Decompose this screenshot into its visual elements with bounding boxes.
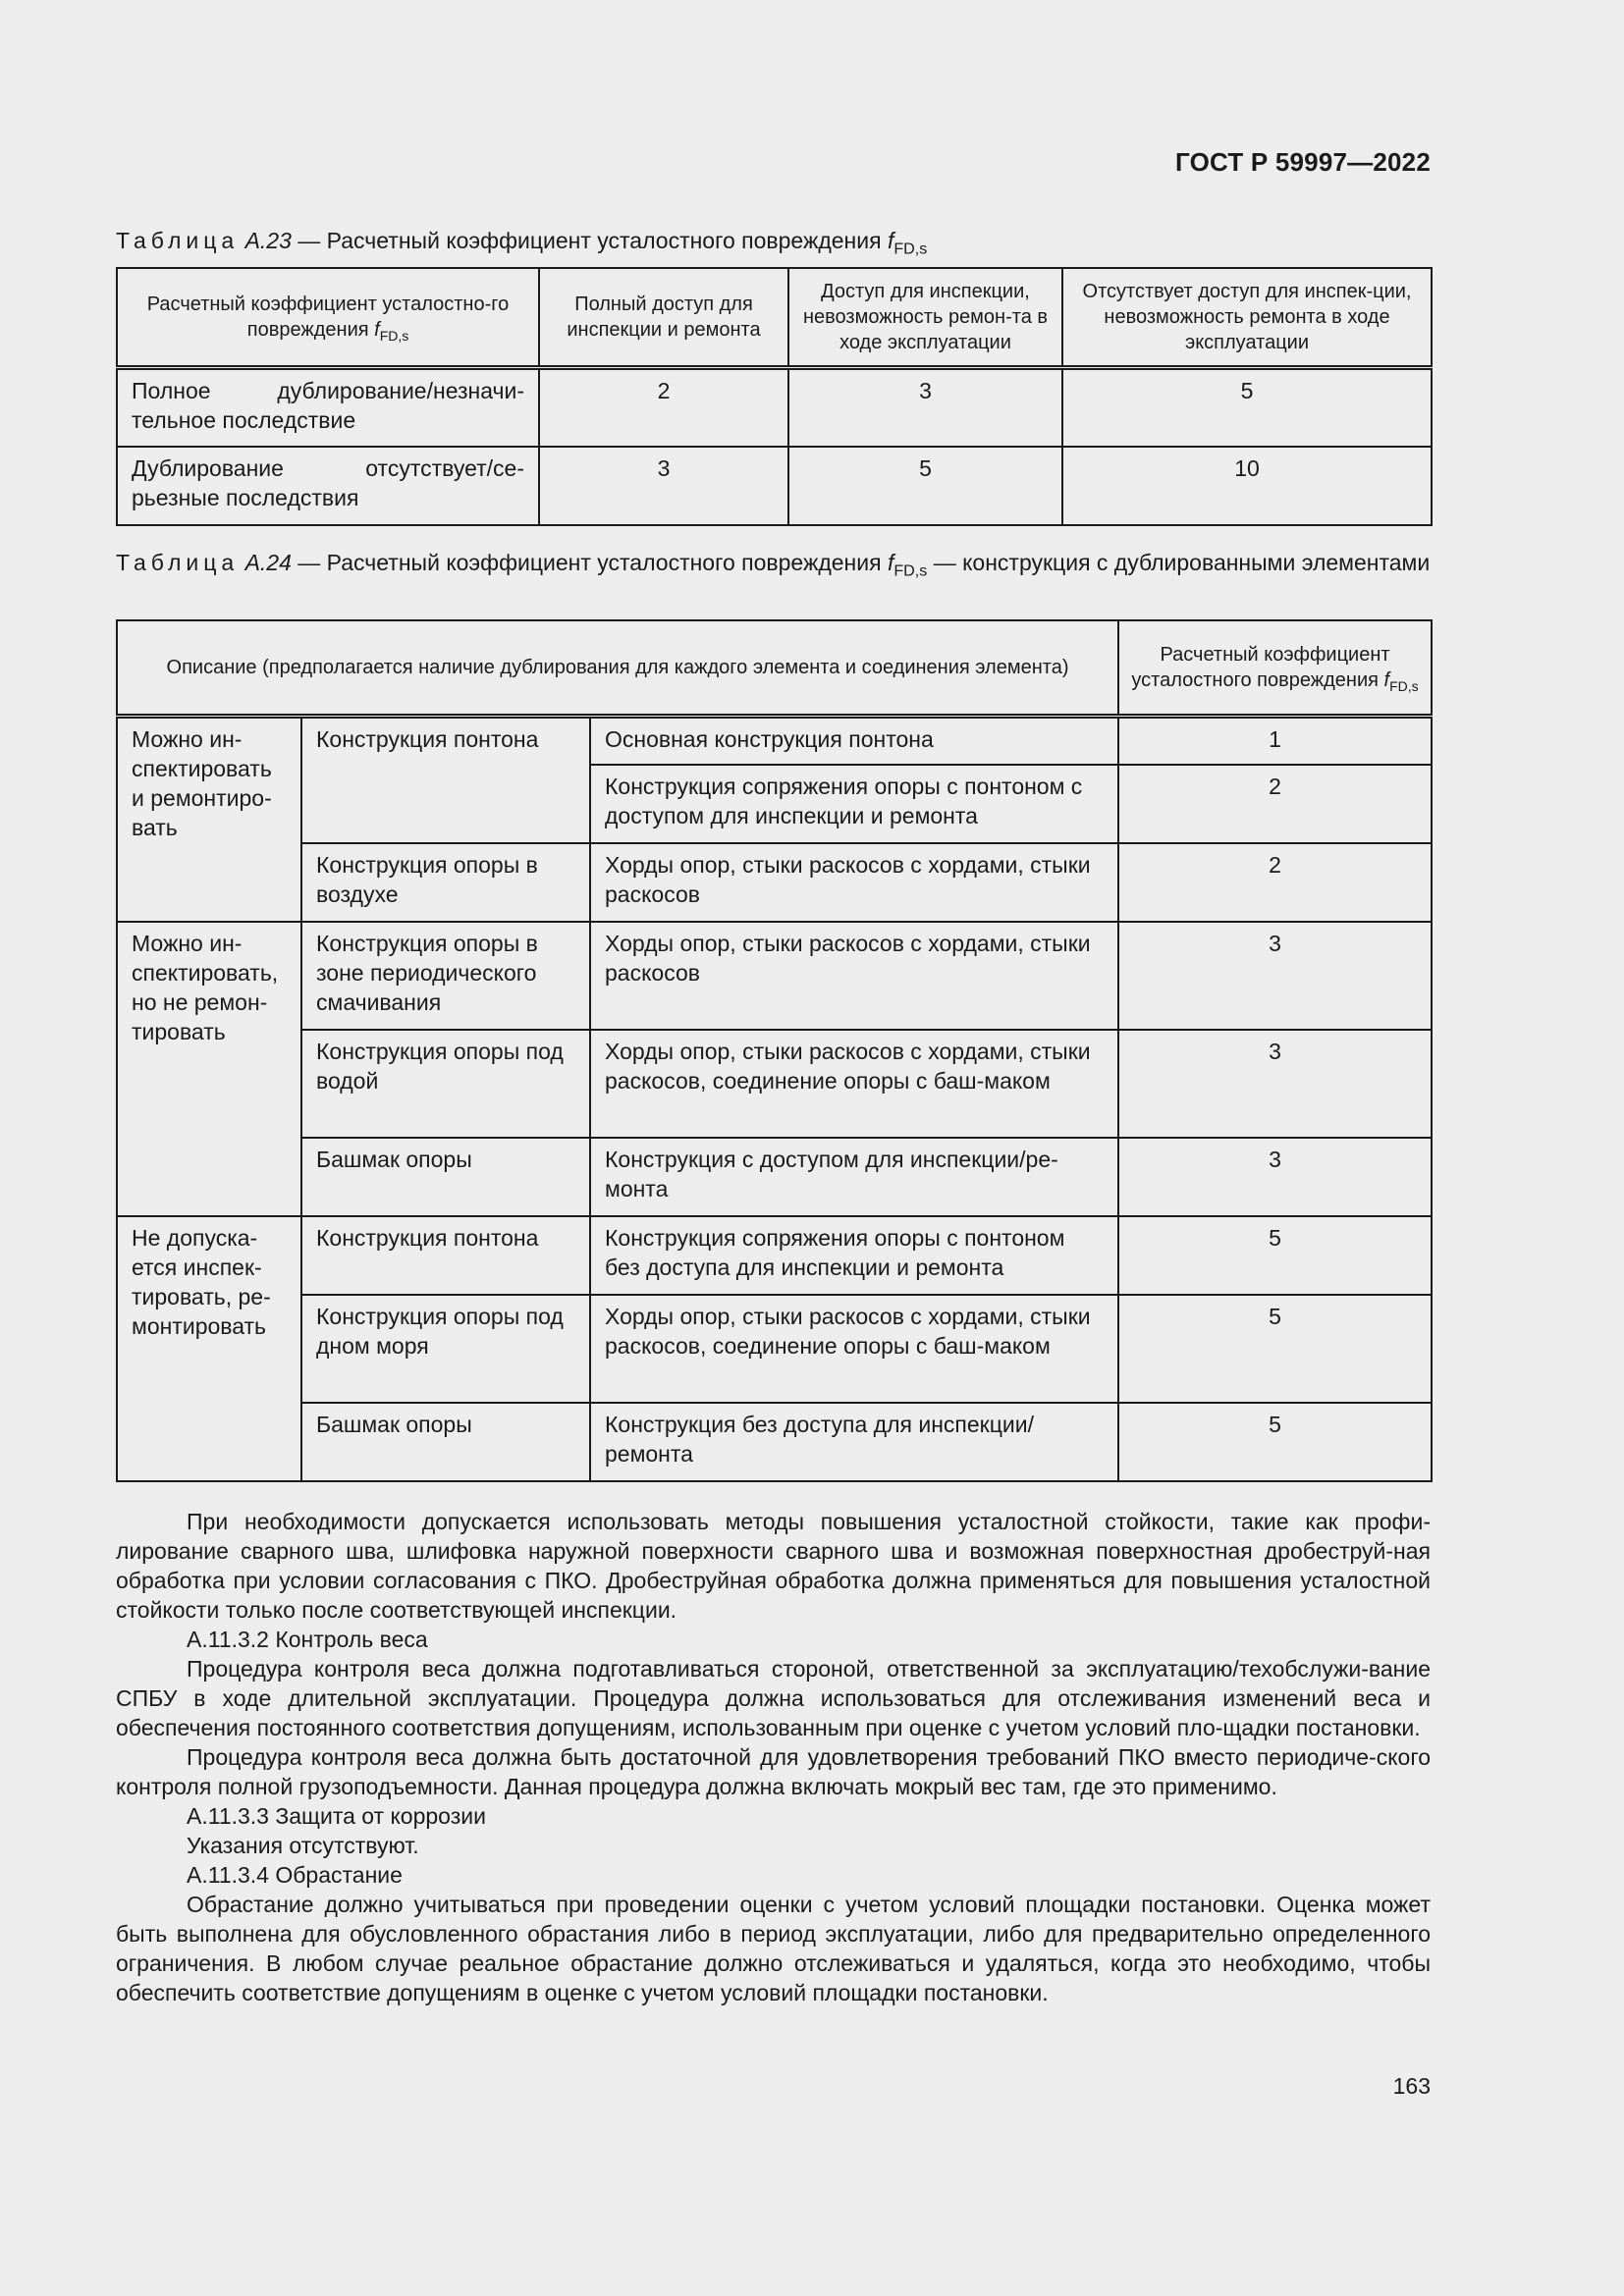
paragraph: Указания отсутствуют.	[187, 1833, 419, 1858]
value-cell: 2	[1118, 765, 1432, 843]
section-heading: А.11.3.4 Обрастание	[187, 1862, 403, 1888]
value-cell: 5	[1118, 1295, 1432, 1403]
section-heading: А.11.3.3 Защита от коррозии	[187, 1803, 486, 1829]
row-label: Дублирование отсутствует/се- рьезные последствия	[117, 447, 539, 525]
structure-cell: Конструкция понтона	[301, 716, 590, 843]
cell-value: 3	[788, 368, 1062, 447]
structure-cell: Конструкция опоры под дном моря	[301, 1295, 590, 1403]
detail-cell: Хорды опор, стыки раскосов с хордами, стыки раскосов	[590, 843, 1118, 922]
cell-value: 3	[539, 447, 788, 525]
value-cell: 5	[1118, 1216, 1432, 1295]
value-cell: 3	[1118, 1138, 1432, 1216]
table-a23-header-inspection-only: Доступ для инспекции, невозможность ремон-та в ходе эксплуатации	[788, 268, 1062, 368]
cell-value: 10	[1062, 447, 1432, 525]
table-a23-header-coefficient: Расчетный коэффициент усталостно-го повреждения $f_{FD,s}$	[117, 268, 539, 368]
detail-cell: Хорды опор, стыки раскосов с хордами, стыки раскосов, соединение опоры с баш-маком	[590, 1295, 1118, 1403]
body-text	[116, 1507, 1431, 2007]
cell-value: 5	[1062, 368, 1432, 447]
detail-cell: Конструкция сопряжения опоры с понтоном без доступа для инспекции и ремонта	[590, 1216, 1118, 1295]
group-label: Не допуска-ется инспек-тировать, ре-монтировать	[117, 1216, 301, 1481]
value-cell: 2	[1118, 843, 1432, 922]
structure-cell: Конструкция понтона	[301, 1216, 590, 1295]
table-row	[117, 1403, 1432, 1481]
table-a24-header-description: Описание (предполагается наличие дублирования для каждого элемента и соединения элемента)	[117, 620, 1118, 716]
group-label: Можно ин-спектировать, но не ремон-тировать	[117, 922, 301, 1216]
table-a23-header-no-access: Отсутствует доступ для инспек-ции, невозможность ремонта в ходе эксплуатации	[1062, 268, 1432, 368]
detail-cell: Конструкция без доступа для инспекции/ ремонта	[590, 1403, 1118, 1481]
detail-cell: Хорды опор, стыки раскосов с хордами, стыки раскосов	[590, 922, 1118, 1030]
row-label: Полное дублирование/незначи- тельное последствие	[117, 368, 539, 447]
structure-cell: Башмак опоры	[301, 1403, 590, 1481]
table-row	[117, 1138, 1432, 1216]
detail-cell: Конструкция сопряжения опоры с понтоном с доступом для инспекции и ремонта	[590, 765, 1118, 843]
table-row	[117, 447, 1432, 525]
table-a24-caption: Таблица А.24 — Расчетный коэффициент усталостного повреждения $f_{FD,s}$ — конструкция с дублированными элементами	[116, 550, 1431, 580]
paragraph: Процедура контроля веса должна подготавливаться стороной, ответственной за эксплуатацию/техобслужи-вание СПБУ в ходе длительной эксплуатации. Процедура должна использоваться для отслеживания изменений веса и обеспечения постоянного соответствия допущениям, использованным при оценке с учетом условий пло-щадки постановки.	[116, 1656, 1431, 1740]
table-row	[117, 1295, 1432, 1403]
detail-cell: Хорды опор, стыки раскосов с хордами, стыки раскосов, соединение опоры с баш-маком	[590, 1030, 1118, 1138]
paragraph: При необходимости допускается использовать методы повышения усталостной стойкости, такие как профи-лирование сварного шва, шлифовка наружной поверхности сварного шва и возможная поверхностная дробеструй-ная обработка при условии согласования с ПКО. Дробеструйная обработка должна применяться для повышения усталостной стойкости только после соответствующей инспекции.	[116, 1509, 1431, 1623]
structure-cell: Конструкция опоры в зоне периодического смачивания	[301, 922, 590, 1030]
detail-cell: Основная конструкция понтона	[590, 716, 1118, 765]
value-cell: 5	[1118, 1403, 1432, 1481]
page-number: 163	[1392, 2073, 1431, 2099]
structure-cell: Башмак опоры	[301, 1138, 590, 1216]
cell-value: 5	[788, 447, 1062, 525]
table-a23-header-full-access: Полный доступ для инспекции и ремонта	[539, 268, 788, 368]
table-row	[117, 922, 1432, 1030]
value-cell: 1	[1118, 716, 1432, 765]
detail-cell: Конструкция с доступом для инспекции/ре-монта	[590, 1138, 1118, 1216]
table-row	[117, 368, 1432, 447]
section-heading: А.11.3.2 Контроль веса	[187, 1627, 428, 1652]
table-a23	[116, 267, 1433, 526]
structure-cell: Конструкция опоры под водой	[301, 1030, 590, 1138]
structure-cell: Конструкция опоры в воздухе	[301, 843, 590, 922]
table-a24	[116, 619, 1433, 1482]
group-label: Можно ин-спектировать и ремонтиро-вать	[117, 716, 301, 922]
table-row	[117, 843, 1432, 922]
paragraph: Обрастание должно учитываться при проведении оценки с учетом условий площадки постановки. Оценка может быть выполнена для обусловленного обрастания либо в период эксплуатации, либо для предварительно определенного ограничения. В любом случае реальное обрастание должно отслеживаться и удаляться, когда это необходимо, чтобы обеспечить соответствие допущениям в оценке с учетом условий площадки постановки.	[116, 1892, 1431, 2005]
value-cell: 3	[1118, 922, 1432, 1030]
paragraph: Процедура контроля веса должна быть достаточной для удовлетворения требований ПКО вместо периодиче-ского контроля полной грузоподъемности. Данная процедура должна включать мокрый вес там, где это применимо.	[116, 1744, 1431, 1799]
table-row	[117, 1030, 1432, 1138]
table-row	[117, 1216, 1432, 1295]
table-row	[117, 716, 1432, 765]
cell-value: 2	[539, 368, 788, 447]
value-cell: 3	[1118, 1030, 1432, 1138]
document-id: ГОСТ Р 59997—2022	[1175, 147, 1431, 177]
table-a23-caption: Таблица А.23 — Расчетный коэффициент усталостного повреждения $f_{FD,s}$	[116, 228, 928, 258]
table-a24-header-coefficient: Расчетный коэффициент усталостного повреждения $f_{FD,s}$	[1118, 620, 1432, 716]
